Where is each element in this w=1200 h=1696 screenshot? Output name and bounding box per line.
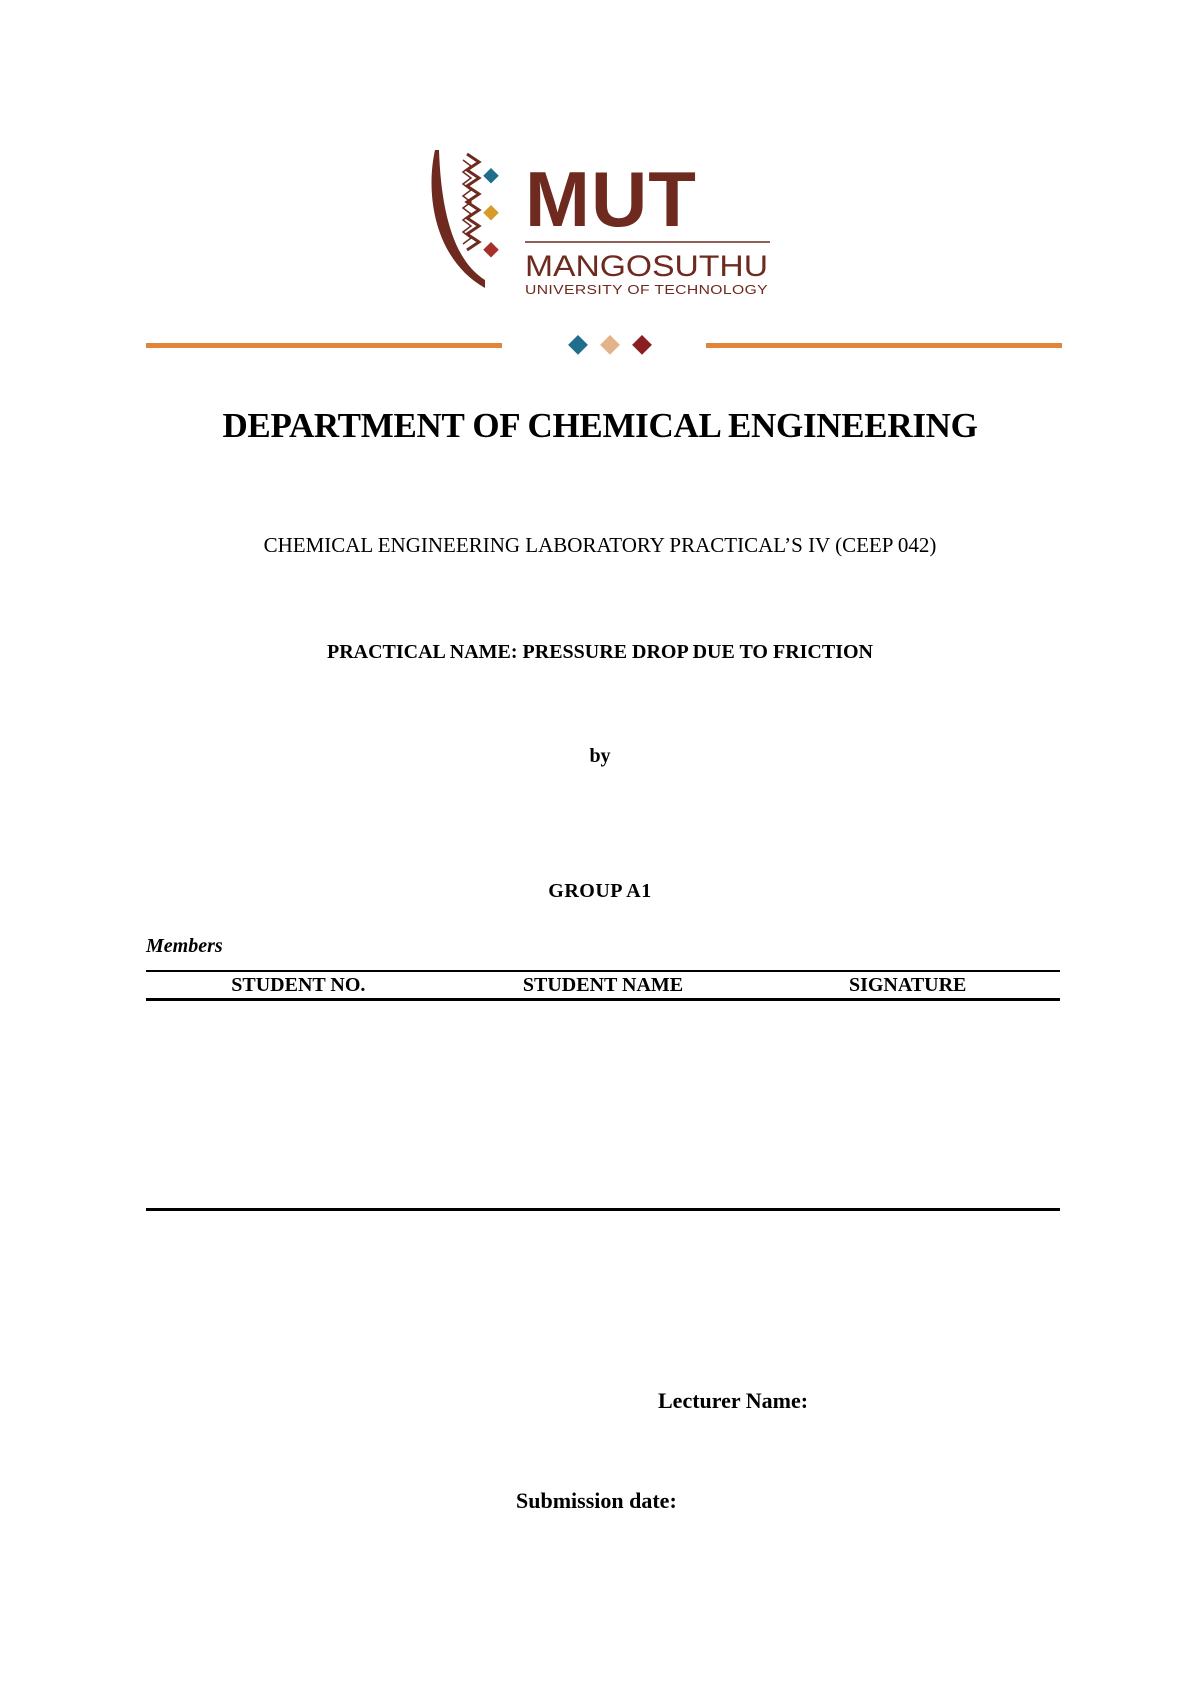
divider-left (146, 343, 502, 348)
logo-diamond-teal-icon (483, 168, 499, 184)
logo-university-subtitle: UNIVERSITY OF TECHNOLOGY (525, 283, 769, 297)
logo-swoosh-icon (432, 150, 485, 288)
members-label: Members (146, 935, 223, 957)
diamond-teal-icon (568, 335, 588, 355)
submission-date-label: Submission date: (516, 1488, 677, 1513)
logo-diamond-gold-icon (483, 205, 499, 221)
table-bottom-rule (146, 1208, 1060, 1211)
table-top-rule (146, 970, 1060, 972)
table-header-rule (146, 998, 1060, 1001)
diamond-tan-icon (600, 335, 620, 355)
diamond-maroon-icon (632, 335, 652, 355)
header-student-no: STUDENT NO. (231, 974, 366, 996)
logo-acronym: MUT (525, 155, 697, 243)
header-signature: SIGNATURE (848, 974, 967, 996)
group-label: GROUP A1 (548, 880, 652, 902)
university-logo (425, 150, 795, 310)
divider-right (706, 343, 1062, 348)
practical-name: PRACTICAL NAME: PRESSURE DROP DUE TO FRICTION (327, 641, 873, 663)
by-label: by (589, 745, 611, 767)
members-table (146, 970, 1060, 1212)
logo-diamond-red-icon (483, 242, 499, 258)
header-student-name: STUDENT NAME (522, 974, 684, 996)
divider-diamonds (560, 330, 660, 360)
lecturer-name-label: Lecturer Name: (658, 1388, 809, 1413)
department-title: DEPARTMENT OF CHEMICAL ENGINEERING (222, 406, 978, 445)
table-header-row (146, 973, 1060, 997)
logo-university-name: MANGOSUTHU (525, 250, 768, 283)
course-title: CHEMICAL ENGINEERING LABORATORY PRACTICAL’S IV (CEEP 042) (263, 533, 937, 557)
